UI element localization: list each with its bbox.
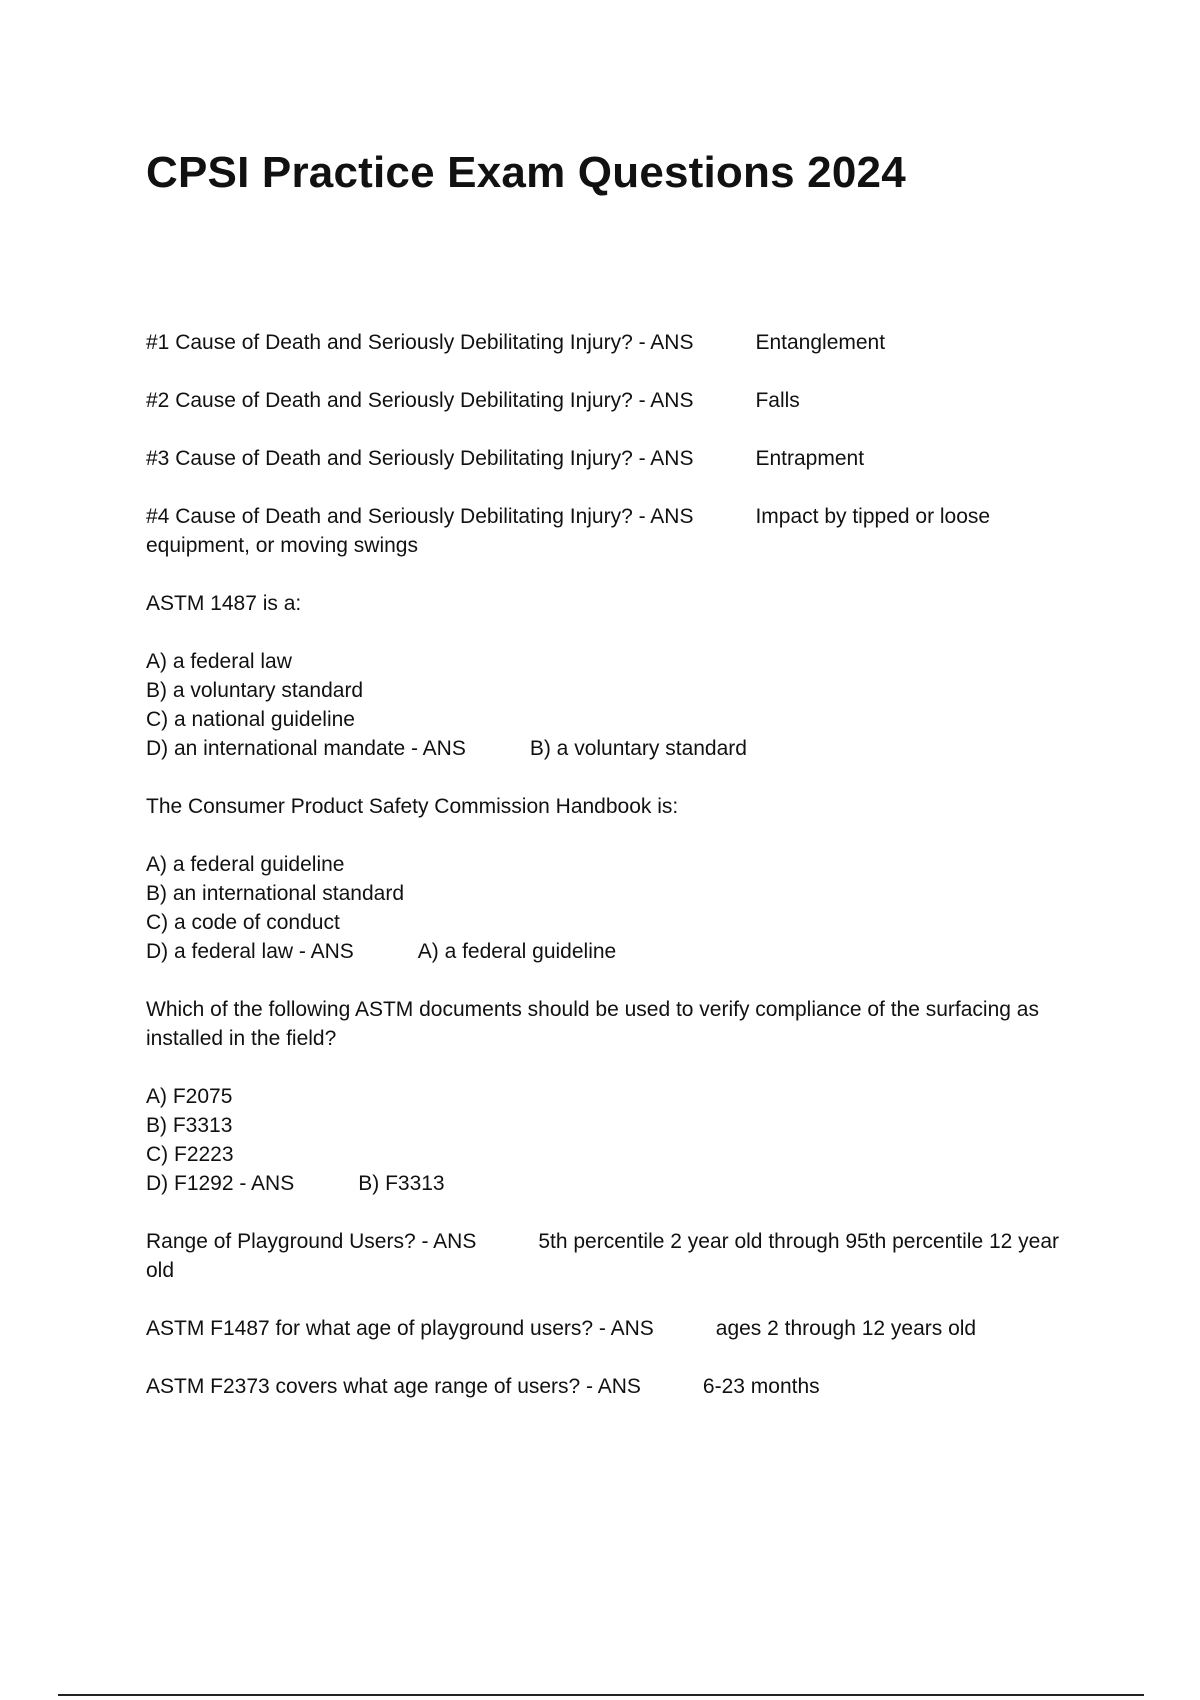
option-a: A) a federal law: [146, 650, 292, 673]
mc-options-3: [146, 1082, 1076, 1198]
question-text: ASTM 1487 is a:: [146, 592, 302, 615]
answer-text: 5th percentile 2 year old through 95th percentile 12 year old: [146, 1230, 1060, 1282]
question-text: Range of Playground Users? - ANS: [146, 1230, 477, 1253]
option-c: C) a code of conduct: [146, 911, 340, 934]
answer-text: B) F3313: [358, 1172, 445, 1195]
answer-text: B) a voluntary standard: [529, 737, 747, 760]
answer-text: ages 2 through 12 years old: [715, 1317, 977, 1340]
answer-text: 6-23 months: [702, 1375, 820, 1398]
question-text: #1 Cause of Death and Seriously Debilitating Injury? - ANS: [146, 331, 694, 354]
mc-question-1: [146, 589, 1076, 618]
option-d: D) a federal law - ANS: [146, 940, 354, 963]
option-c: C) F2223: [146, 1143, 234, 1166]
mc-options-1: [146, 647, 1076, 763]
question-text: #2 Cause of Death and Seriously Debilitating Injury? - ANS: [146, 389, 694, 412]
option-d: D) an international mandate - ANS: [146, 737, 466, 760]
option-b: B) an international standard: [146, 882, 404, 905]
mc-question-3: [146, 995, 1076, 1053]
qa-item-1: [146, 328, 1076, 357]
question-text: ASTM F2373 covers what age range of users? - ANS: [146, 1375, 641, 1398]
option-c: C) a national guideline: [146, 708, 355, 731]
answer-text: A) a federal guideline: [417, 940, 617, 963]
document-title: CPSI Practice Exam Questions 2024: [146, 148, 906, 197]
question-text: ASTM F1487 for what age of playground users? - ANS: [146, 1317, 654, 1340]
question-text: #4 Cause of Death and Seriously Debilitating Injury? - ANS: [146, 505, 694, 528]
question-text: #3 Cause of Death and Seriously Debilitating Injury? - ANS: [146, 447, 694, 470]
option-a: A) F2075: [146, 1085, 233, 1108]
answer-text: Entrapment: [755, 447, 865, 470]
option-b: B) a voluntary standard: [146, 679, 364, 702]
mc-question-2: [146, 792, 1076, 821]
answer-text: Impact by tipped or loose equipment, or moving swings: [146, 505, 991, 557]
option-d: D) F1292 - ANS: [146, 1172, 295, 1195]
answer-text: Falls: [755, 389, 800, 412]
qa-item-7: [146, 1372, 1076, 1401]
question-text: Which of the following ASTM documents should be used to verify compliance of the surfacing as installed in the field?: [146, 998, 1045, 1050]
document-body: [146, 328, 1076, 1430]
qa-item-6: [146, 1314, 1076, 1343]
footer-divider: [58, 1694, 1144, 1696]
qa-item-2: [146, 386, 1076, 415]
option-a: A) a federal guideline: [146, 853, 345, 876]
qa-item-3: [146, 444, 1076, 473]
qa-item-4: [146, 502, 1076, 560]
qa-item-5: [146, 1227, 1076, 1285]
mc-options-2: [146, 850, 1076, 966]
option-b: B) F3313: [146, 1114, 233, 1137]
question-text: The Consumer Product Safety Commission Handbook is:: [146, 795, 679, 818]
answer-text: Entanglement: [755, 331, 886, 354]
